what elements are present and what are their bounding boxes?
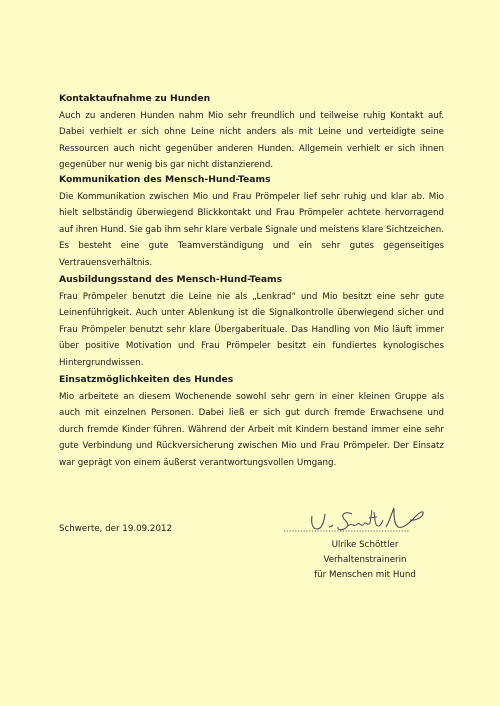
section-paragraph <box>59 289 444 371</box>
paragraph-line: seine Ressourcen auch nicht gegenüber anderen Hunden. Allgemein verhielt er <box>59 127 445 154</box>
paragraph-line: Mio arbeitete an diesem Wochenende sowohl sehr gern in einer kleinen Gruppe <box>59 392 428 402</box>
section-training-level <box>59 274 444 371</box>
paragraph-line: Auch zu anderen Hunden nahm Mio sehr freundlich und teilweise ruhig Kontakt <box>59 111 424 121</box>
paragraph-line: auf. Dabei verhielt er sich ohne Leine nicht anders als mit Leine und verteidigte <box>59 111 444 138</box>
section-team-communication <box>59 174 444 271</box>
signatory-name: Ulrike Schöttler <box>331 540 399 550</box>
paragraph-line: sehr gutes gegenseitiges Vertrauensverhältnis. <box>59 241 444 268</box>
section-heading: Kontaktaufnahme zu Hunden <box>59 93 211 104</box>
paragraph-line: immer eine sehr gute Verbindung und Rückversicherung zwischen Mio und Frau <box>59 424 445 452</box>
paragraph-line: Die Kommunikation zwischen Mio und Frau Prömpeler lief sehr ruhig und klar ab. <box>59 192 425 202</box>
paragraph-line: hervorragend auf ihren Hund. Sie gab ihm sehr klare verbale Signale und <box>59 208 444 235</box>
section-paragraph <box>59 189 444 271</box>
section-paragraph <box>59 389 444 471</box>
section-heading: Ausbildungsstand des Mensch-Hund-Teams <box>59 274 283 285</box>
place-and-date: Schwerte, der 19.09.2012 <box>59 524 173 534</box>
paragraph-line: Mio hielt selbständig überwiegend Blickkontakt und Frau Prömpeler achtete <box>59 192 444 219</box>
paragraph-line: Mio läuft immer über positive Motivation und Frau Prömpeler besitzt ein <box>59 324 445 352</box>
paragraph-line: Umgang. <box>296 457 337 468</box>
paragraph-line: sich ihnen gegenüber nur wenig bis gar nicht distanzierend. <box>59 143 445 171</box>
paragraph-line: als auch mit einzelnen Personen. Dabei ließ er sich gut durch fremde Erwachsene <box>59 392 444 419</box>
section-heading: Einsatzmöglichkeiten des Hundes <box>59 374 234 385</box>
signatory-subtitle: für Menschen mit Hund <box>314 570 416 580</box>
section-paragraph <box>59 108 444 174</box>
section-deployment-options <box>59 374 444 471</box>
paragraph-line: sicher und Frau Prömpeler benutzt sehr klare Übergaberituale. Das Handling von <box>59 308 445 335</box>
paragraph-line: gute Leinenführigkeit. Auch unter Ablenkung ist die Signalkontrolle überwiegend <box>59 292 444 319</box>
signature-block <box>280 538 450 583</box>
paragraph-line: Prömpeler. Der Einsatz war geprägt von einem äußerst verantwortungsvollen <box>59 441 444 468</box>
handwritten-signature <box>282 502 438 536</box>
signatory-title: Verhaltenstrainerin <box>323 555 407 565</box>
paragraph-line: fundiertes kynologisches Hintergrundwissen. <box>59 341 445 368</box>
section-heading: Kommunikation des Mensch-Hund-Teams <box>59 174 271 185</box>
section-contact-to-dogs <box>59 93 444 174</box>
paragraph-line: Frau Prömpeler benutzt die Leine nie als „Lenkrad“ und Mio besitzt eine sehr <box>59 292 420 302</box>
paragraph-line: meistens klare Sichtzeichen. Es besteht eine gute Teamverständigung und ein <box>59 224 445 252</box>
paragraph-line: und durch fremde Kinder führen. Während der Arbeit mit Kindern bestand <box>59 408 445 435</box>
